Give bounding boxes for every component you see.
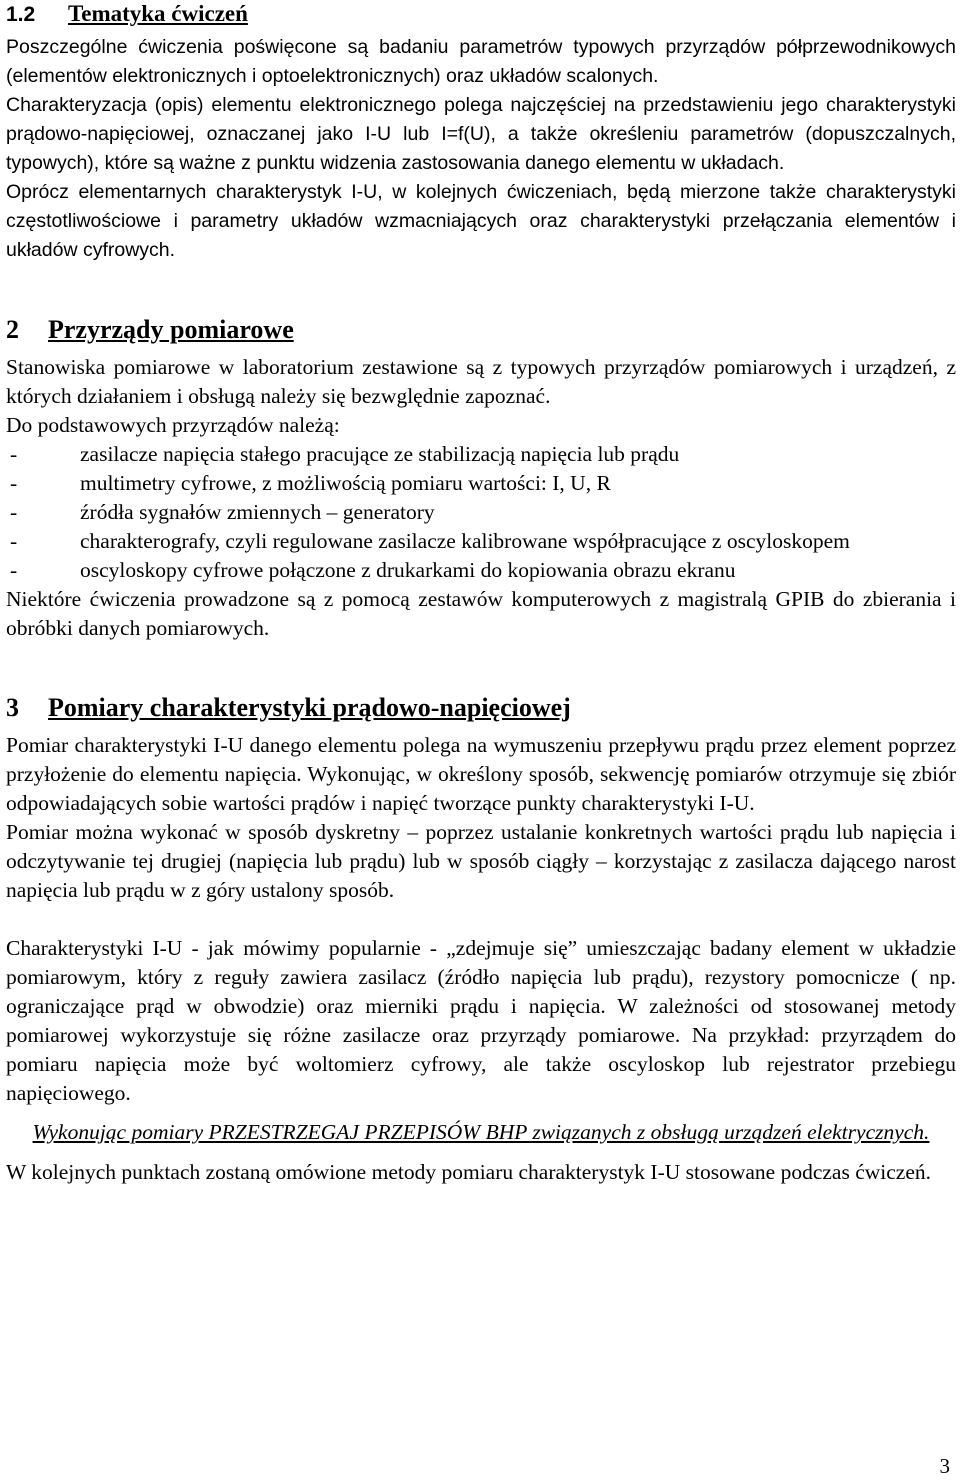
list-marker: - xyxy=(10,500,18,524)
paragraph: Charakterystyki I-U - jak mówimy popularnie - „zdejmuje się” umieszczając badany element w układzie pomiarowym, który z reguły zawiera zasilacz (źródło napięcia lub prądu), rezystory pomocnicze ( np. ograniczające prąd w obwodzie) oraz mierniki prądu i napięcia. W zależności od stosowanej metody pomiarowej wykorzystuje się różne zasilacze oraz przyrządy pomiarowe. Na przykład: przyrządem do pomiaru napięcia może być woltomierz cyfrowy, ale także oscyloskop lub rejestrator przebiegu napięciowego. xyxy=(6,936,956,1105)
list-item xyxy=(6,440,956,469)
paragraph: Pomiar można wykonać w sposób dyskretny – poprzez ustalanie konkretnych wartości prądu lub napięcia i odczytywanie tej drugiej (napięcia lub prądu) lub w sposób ciągły – korzystając z zasilacza dającego narost napięcia lub prądu w z góry ustalony sposób. xyxy=(6,820,956,902)
paragraph: Stanowiska pomiarowe w laboratorium zestawione są z typowych przyrządów pomiarowych i urządzeń, z których działaniem i obsługą należy się bezwględnie zapoznać. xyxy=(6,355,956,408)
section-title: Przyrządy pomiarowe xyxy=(48,315,294,344)
section-1-2-heading xyxy=(6,0,956,29)
list-intro: Do podstawowych przyrządów należą: xyxy=(6,413,340,437)
list-item-text: zasilacze napięcia stałego pracujące ze stabilizacją napięcia lub prądu xyxy=(80,442,680,466)
section-number: 3 xyxy=(6,693,19,722)
list-item xyxy=(6,498,956,527)
section-3-body xyxy=(6,731,956,1187)
paragraph: Niektóre ćwiczenia prowadzone są z pomocą zestawów komputerowych z magistralą GPIB do zbierania i obróbki danych pomiarowych. xyxy=(6,587,956,640)
section-number: 2 xyxy=(6,315,19,344)
paragraph: Charakteryzacja (opis) elementu elektronicznego polega najczęściej na przedstawieniu jego charakterystyki prądowo-napięciowej, oznaczanej jako I-U lub I=f(U), a także określeniu parametrów (dopuszczalnych, typowych), które są ważne z punktu widzenia zastosowania danego elementu w układach. xyxy=(6,94,956,174)
list-marker: - xyxy=(10,558,18,582)
page-number: 3 xyxy=(939,1454,950,1478)
list-item-text: źródła sygnałów zmiennych – generatory xyxy=(80,500,435,524)
list-item xyxy=(6,527,956,556)
section-title: Tematyka ćwiczeń xyxy=(68,1,248,26)
paragraph: W kolejnych punktach zostaną omówione metody pomiaru charakterystyk I-U stosowane podczas ćwiczeń. xyxy=(6,1160,932,1184)
paragraph: Poszczególne ćwiczenia poświęcone są badaniu parametrów typowych przyrządów półprzewodnikowych (elementów elektronicznych i optoelektronicznych) oraz układów scalonych. xyxy=(6,36,956,87)
section-2-body xyxy=(6,353,956,643)
list-item-text: charakterografy, czyli regulowane zasilacze kalibrowane współpracujące z oscyloskopem xyxy=(80,529,850,553)
section-title: Pomiary charakterystyki prądowo-napięciowej xyxy=(48,693,571,722)
paragraph: Oprócz elementarnych charakterystyk I-U, w kolejnych ćwiczeniach, będą mierzone także charakterystyki częstotliwościowe i parametry układów wzmacniających oraz charakterystyki przełączania elementów i układów cyfrowych. xyxy=(6,181,956,261)
list-item-text: multimetry cyfrowe, z możliwością pomiaru wartości: I, U, R xyxy=(80,471,611,495)
section-1-2-body xyxy=(6,33,956,265)
section-3-heading xyxy=(6,691,956,725)
paragraph: Pomiar charakterystyki I-U danego elementu polega na wymuszeniu przepływu prądu przez element poprzez przyłożenie do elementu napięcia. Wykonując, w określony sposób, sekwencję pomiarów otrzymuje się zbiór odpowiadających sobie wartości prądów i napięć tworzące punkty charakterystyki I-U. xyxy=(6,733,956,815)
list-marker: - xyxy=(10,442,18,466)
document-page xyxy=(6,0,956,1187)
list-item-text: oscyloskopy cyfrowe połączone z drukarkami do kopiowania obrazu ekranu xyxy=(80,558,736,582)
list-item xyxy=(6,469,956,498)
section-2-heading xyxy=(6,313,956,347)
section-number: 1.2 xyxy=(6,3,36,26)
list-marker: - xyxy=(10,471,18,495)
safety-warning: Wykonując pomiary PRZESTRZEGAJ PRZEPISÓW BHP związanych z obsługą urządzeń elektrycznych. xyxy=(32,1120,930,1144)
list-item xyxy=(6,556,956,585)
instrument-list xyxy=(6,440,956,585)
list-marker: - xyxy=(10,529,18,553)
